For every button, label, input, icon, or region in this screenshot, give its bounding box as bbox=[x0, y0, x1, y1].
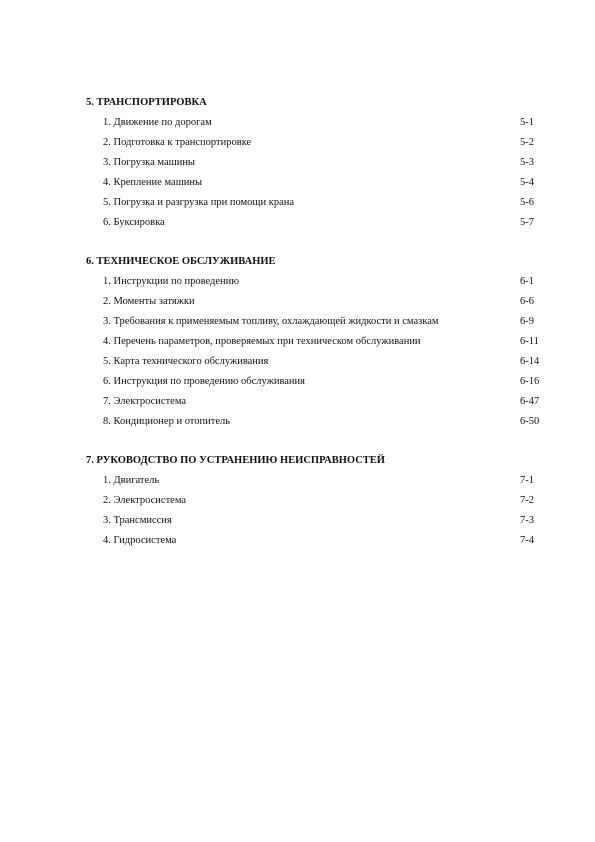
entry-page: 5-4 bbox=[520, 177, 534, 188]
section-title: 5. ТРАНСПОРТИРОВКА bbox=[86, 97, 207, 108]
toc-entry[interactable] bbox=[86, 275, 546, 295]
entry-text: 6. Инструкция по проведению обслуживания bbox=[103, 376, 306, 387]
table-of-contents bbox=[86, 96, 546, 573]
section-title: 7. РУКОВОДСТВО ПО УСТРАНЕНИЮ НЕИСПРАВНОСТЕЙ bbox=[86, 455, 385, 466]
toc-entry[interactable] bbox=[86, 136, 546, 156]
entry-text: 2. Подготовка к транспортировке bbox=[103, 137, 252, 148]
toc-entry[interactable] bbox=[86, 315, 546, 335]
toc-entry[interactable] bbox=[86, 514, 546, 534]
entry-page: 7-1 bbox=[520, 475, 534, 486]
section-title: 6. ТЕХНИЧЕСКОЕ ОБСЛУЖИВАНИЕ bbox=[86, 256, 276, 267]
toc-entry[interactable] bbox=[86, 196, 546, 216]
entry-text: 2. Электросистема bbox=[103, 495, 187, 506]
entry-page: 6-6 bbox=[520, 296, 534, 307]
entry-page: 6-14 bbox=[520, 356, 540, 367]
entry-page: 7-3 bbox=[520, 515, 534, 526]
entry-text: 1. Инструкции по проведению bbox=[103, 276, 240, 287]
toc-entry[interactable] bbox=[86, 395, 546, 415]
entry-text: 4. Крепление машины bbox=[103, 177, 203, 188]
entry-page: 6-50 bbox=[520, 416, 540, 427]
entry-text: 2. Моменты затяжки bbox=[103, 296, 195, 307]
entry-text: 5. Карта технического обслуживания bbox=[103, 356, 269, 367]
entry-text: 3. Погрузка машины bbox=[103, 157, 195, 168]
toc-entry[interactable] bbox=[86, 415, 546, 435]
entry-page: 6-1 bbox=[520, 276, 534, 287]
entry-page: 7-2 bbox=[520, 495, 534, 506]
entry-text: 3. Трансмиссия bbox=[103, 515, 172, 526]
toc-entry[interactable] bbox=[86, 355, 546, 375]
toc-entry[interactable] bbox=[86, 335, 546, 355]
entry-text: 6. Буксировка bbox=[103, 217, 165, 228]
toc-entry[interactable] bbox=[86, 474, 546, 494]
entry-text: 1. Движение по дорогам bbox=[103, 117, 212, 128]
entry-text: 4. Перечень параметров, проверяемых при техническом обслуживании bbox=[103, 336, 421, 347]
toc-entry[interactable] bbox=[86, 216, 546, 236]
entry-page: 5-1 bbox=[520, 117, 534, 128]
entry-text: 8. Кондиционер и отопитель bbox=[103, 416, 231, 427]
toc-entry[interactable] bbox=[86, 156, 546, 176]
section-transport bbox=[86, 96, 546, 236]
toc-entry[interactable] bbox=[86, 116, 546, 136]
entry-page: 6-47 bbox=[520, 396, 540, 407]
entry-page: 6-11 bbox=[520, 336, 539, 347]
entry-text: 1. Двигатель bbox=[103, 475, 160, 486]
toc-entry[interactable] bbox=[86, 494, 546, 514]
entry-text: 3. Требования к применяемым топливу, охлаждающей жидкости и смазкам bbox=[103, 316, 439, 327]
toc-entry[interactable] bbox=[86, 295, 546, 315]
entry-page: 7-4 bbox=[520, 535, 534, 546]
entry-page: 5-6 bbox=[520, 197, 534, 208]
entry-text: 4. Гидросистема bbox=[103, 535, 177, 546]
entry-text: 7. Электросистема bbox=[103, 396, 187, 407]
entry-page: 6-16 bbox=[520, 376, 540, 387]
toc-entry[interactable] bbox=[86, 176, 546, 196]
entry-text: 5. Погрузка и разгрузка при помощи крана bbox=[103, 197, 295, 208]
entry-page: 5-3 bbox=[520, 157, 534, 168]
entry-page: 5-2 bbox=[520, 137, 534, 148]
section-maintenance bbox=[86, 255, 546, 435]
toc-entry[interactable] bbox=[86, 534, 546, 554]
section-troubleshooting bbox=[86, 454, 546, 554]
entry-page: 6-9 bbox=[520, 316, 534, 327]
entry-page: 5-7 bbox=[520, 217, 534, 228]
toc-entry[interactable] bbox=[86, 375, 546, 395]
